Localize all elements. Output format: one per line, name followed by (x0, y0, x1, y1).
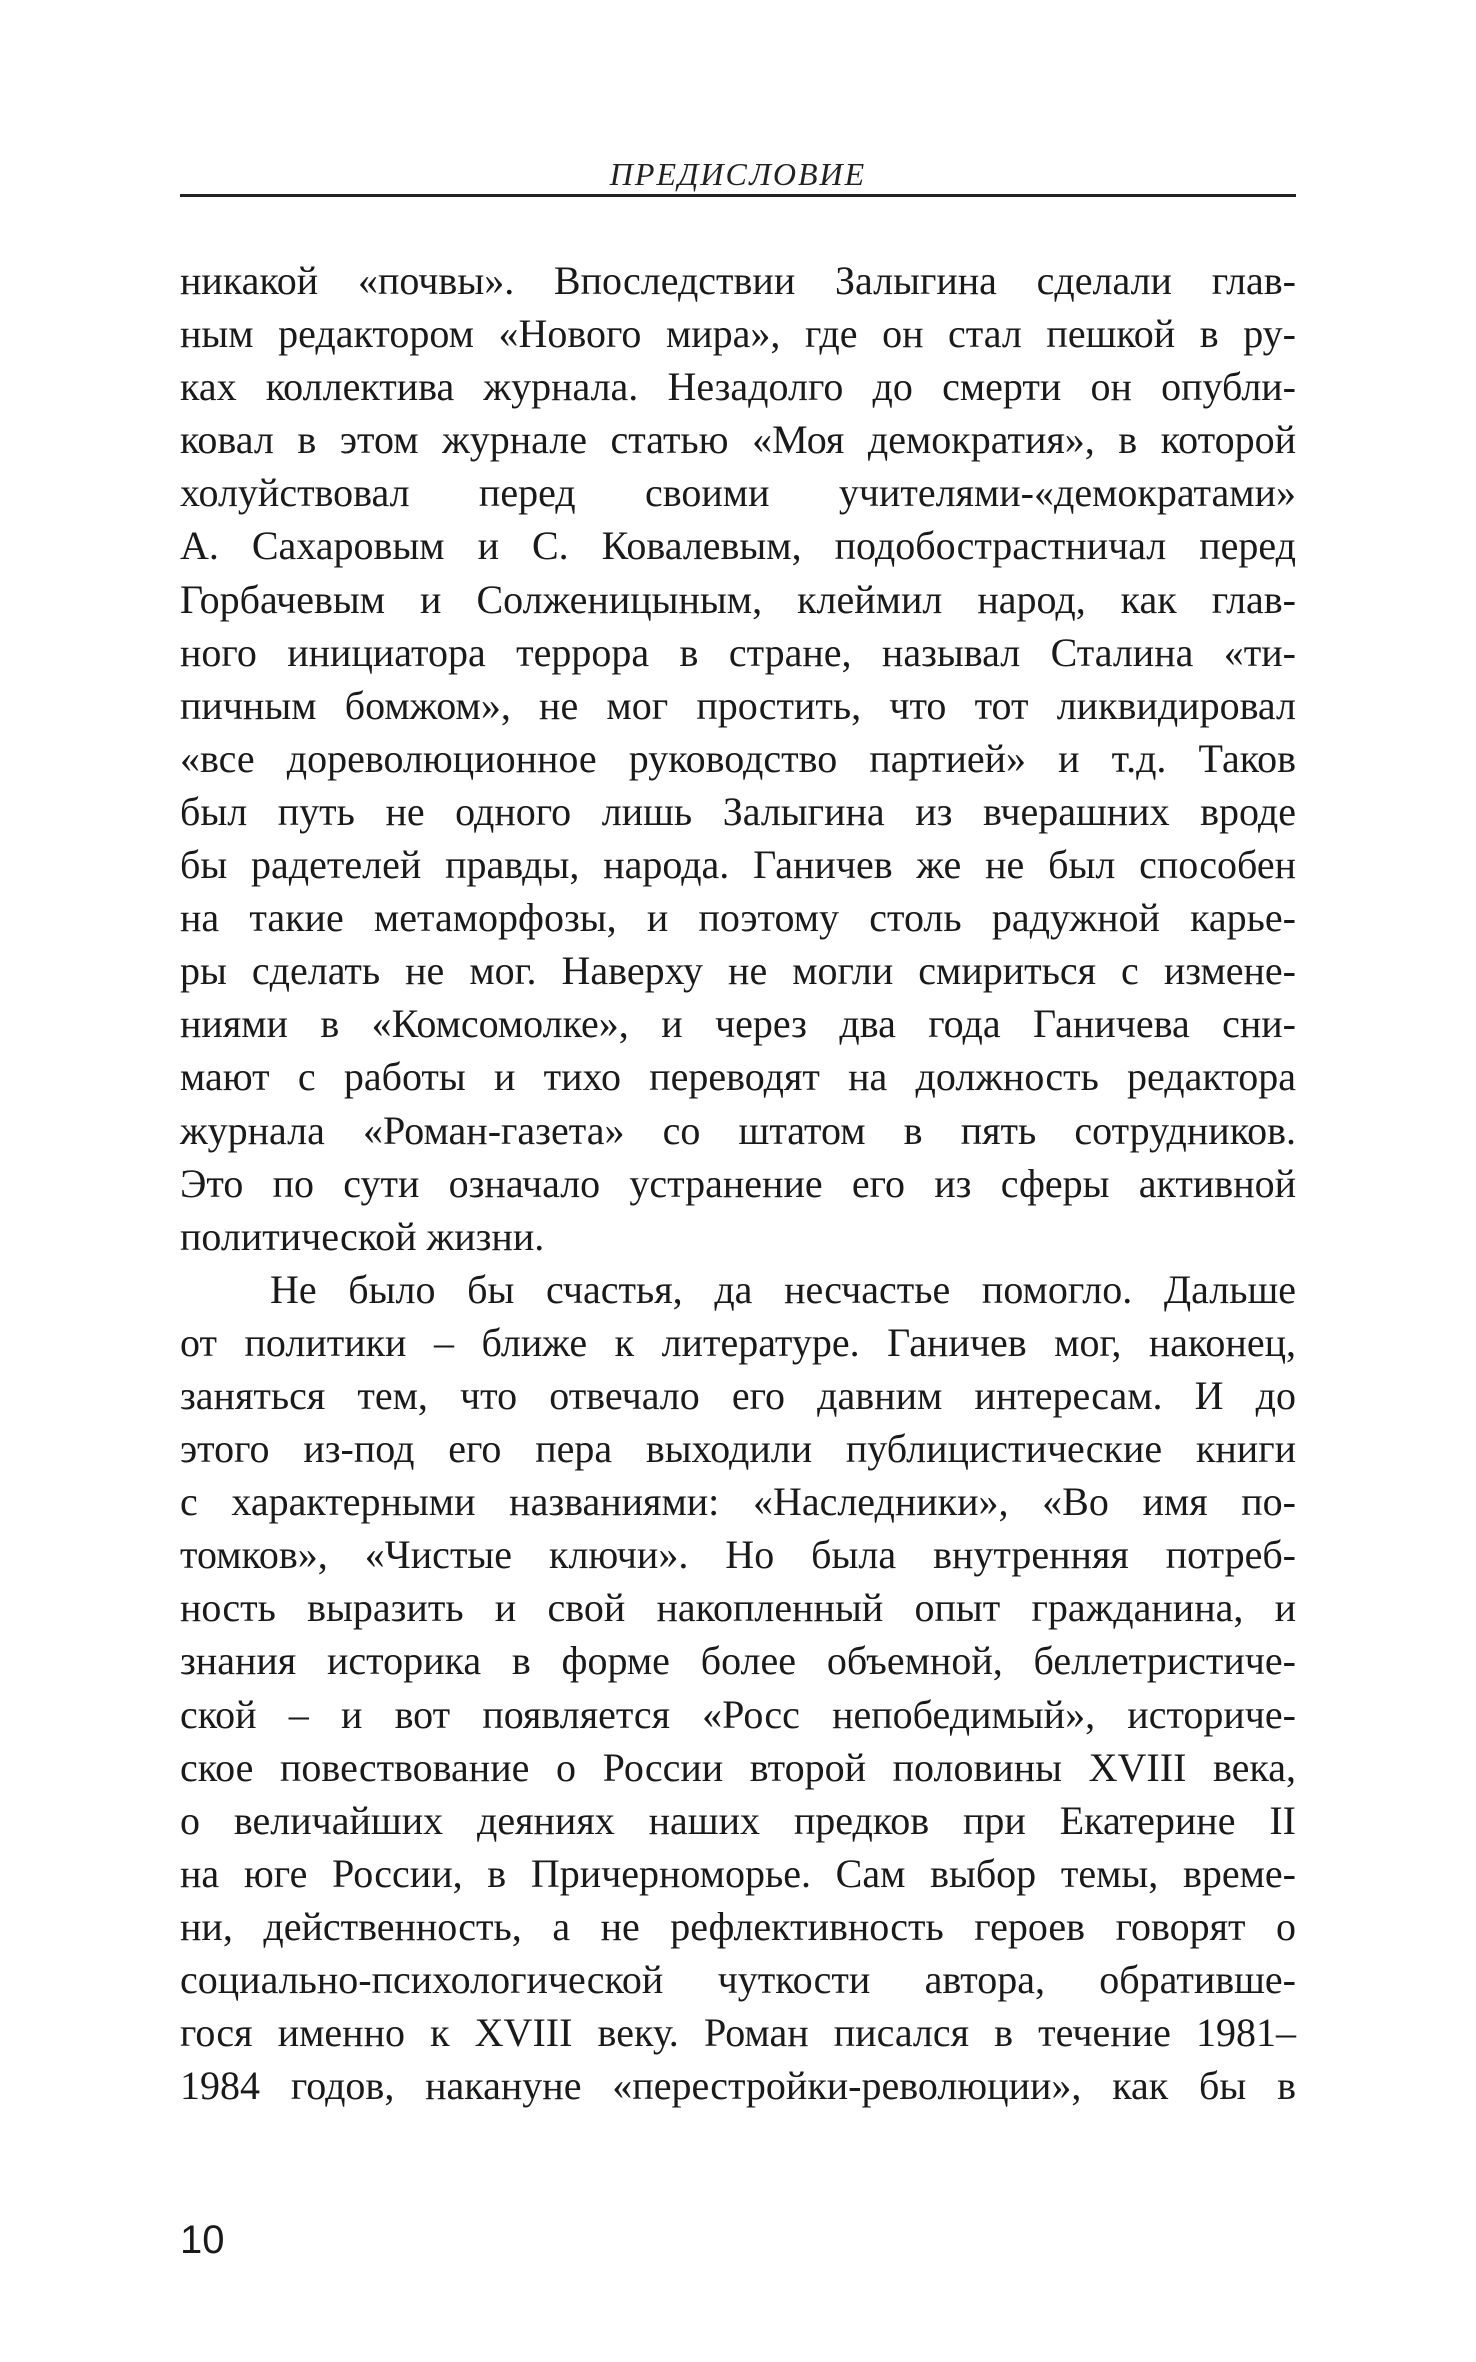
text-line: знания историка в форме более объемной, беллетристиче- (180, 1638, 1296, 1684)
text-line: никакой «почвы». Впоследствии Залыгина сделали глав- (180, 258, 1296, 303)
text-line: А. Сахаровым и С. Ковалевым, подобострастничал перед (180, 523, 1296, 569)
text-line: ковал в этом журнале статью «Моя демократия», в которой (180, 417, 1296, 463)
text-line: ское повествование о России второй половины XVIII века, (180, 1744, 1296, 1790)
text-line: этого из-под его пера выходили публицистические книги (180, 1426, 1296, 1472)
text-line: Это по сути означало устранение его из сферы активной (180, 1160, 1296, 1206)
text-line: ры сделать не мог. Наверху не могли смириться с измене- (180, 948, 1296, 994)
text-line: ного инициатора террора в стране, называл Сталина «ти- (180, 629, 1296, 675)
text-line: Горбачевым и Солженицыным, клеймил народ, как глав- (180, 576, 1296, 622)
text-line: томков», «Чистые ключи». Но была внутренняя потреб- (180, 1532, 1296, 1578)
page-number: 10 (180, 2218, 225, 2262)
text-line: пичным бомжом», не мог простить, что тот ликвидировал (180, 682, 1296, 728)
text-line: ской – и вот появляется «Росс непобедимый», историче- (180, 1691, 1296, 1737)
text-line: с характерными названиями: «Наследники», «Во имя по- (180, 1479, 1296, 1525)
text-line: на юге России, в Причерноморье. Сам выбор темы, време- (180, 1850, 1296, 1896)
text-line: журнала «Роман-газета» со штатом в пять сотрудников. (180, 1107, 1296, 1153)
text-line: холуйствовал перед своими учителями-«демократами» (180, 470, 1296, 516)
text-line: 1984 годов, накануне «перестройки-революции», как бы в (180, 2063, 1296, 2109)
text-line: «все дореволюционное руководство партией» и т.д. Таков (180, 735, 1296, 781)
body-text (180, 254, 1296, 2112)
text-line: заняться тем, что отвечало его давним интересам. И до (180, 1372, 1296, 1418)
text-line: бы радетелей правды, народа. Ганичев же не был способен (180, 842, 1296, 888)
text-line: от политики – ближе к литературе. Ганичев мог, наконец, (180, 1319, 1296, 1365)
text-line: ным редактором «Нового мира», где он стал пешкой в ру- (180, 311, 1296, 357)
text-line: мают с работы и тихо переводят на должность редактора (180, 1054, 1296, 1100)
text-line: ках коллектива журнала. Незадолго до смерти он опубли- (180, 364, 1296, 410)
text-line: на такие метаморфозы, и поэтому столь радужной карье- (180, 895, 1296, 941)
text-line: гося именно к XVIII веку. Роман писался в течение 1981– (180, 2010, 1296, 2056)
text-line: ни, действенность, а не рефлективность героев говорят о (180, 1903, 1296, 1949)
header-rule (180, 194, 1296, 197)
text-line: был путь не одного лишь Залыгина из вчерашних вроде (180, 788, 1296, 834)
text-line: политической жизни. (180, 1213, 545, 1259)
text-line: ниями в «Комсомолке», и через два года Ганичева сни- (180, 1001, 1296, 1047)
text-line: о величайших деяниях наших предков при Екатерине II (180, 1797, 1296, 1843)
text-line: социально-психологической чуткости автора, обративше- (180, 1957, 1296, 2002)
text-line: ность выразить и свой накопленный опыт гражданина, и (180, 1585, 1296, 1631)
text-line: Не было бы счастья, да несчастье помогло. Дальше (270, 1266, 1296, 1312)
running-title: ПРЕДИСЛОВИЕ (609, 156, 867, 192)
